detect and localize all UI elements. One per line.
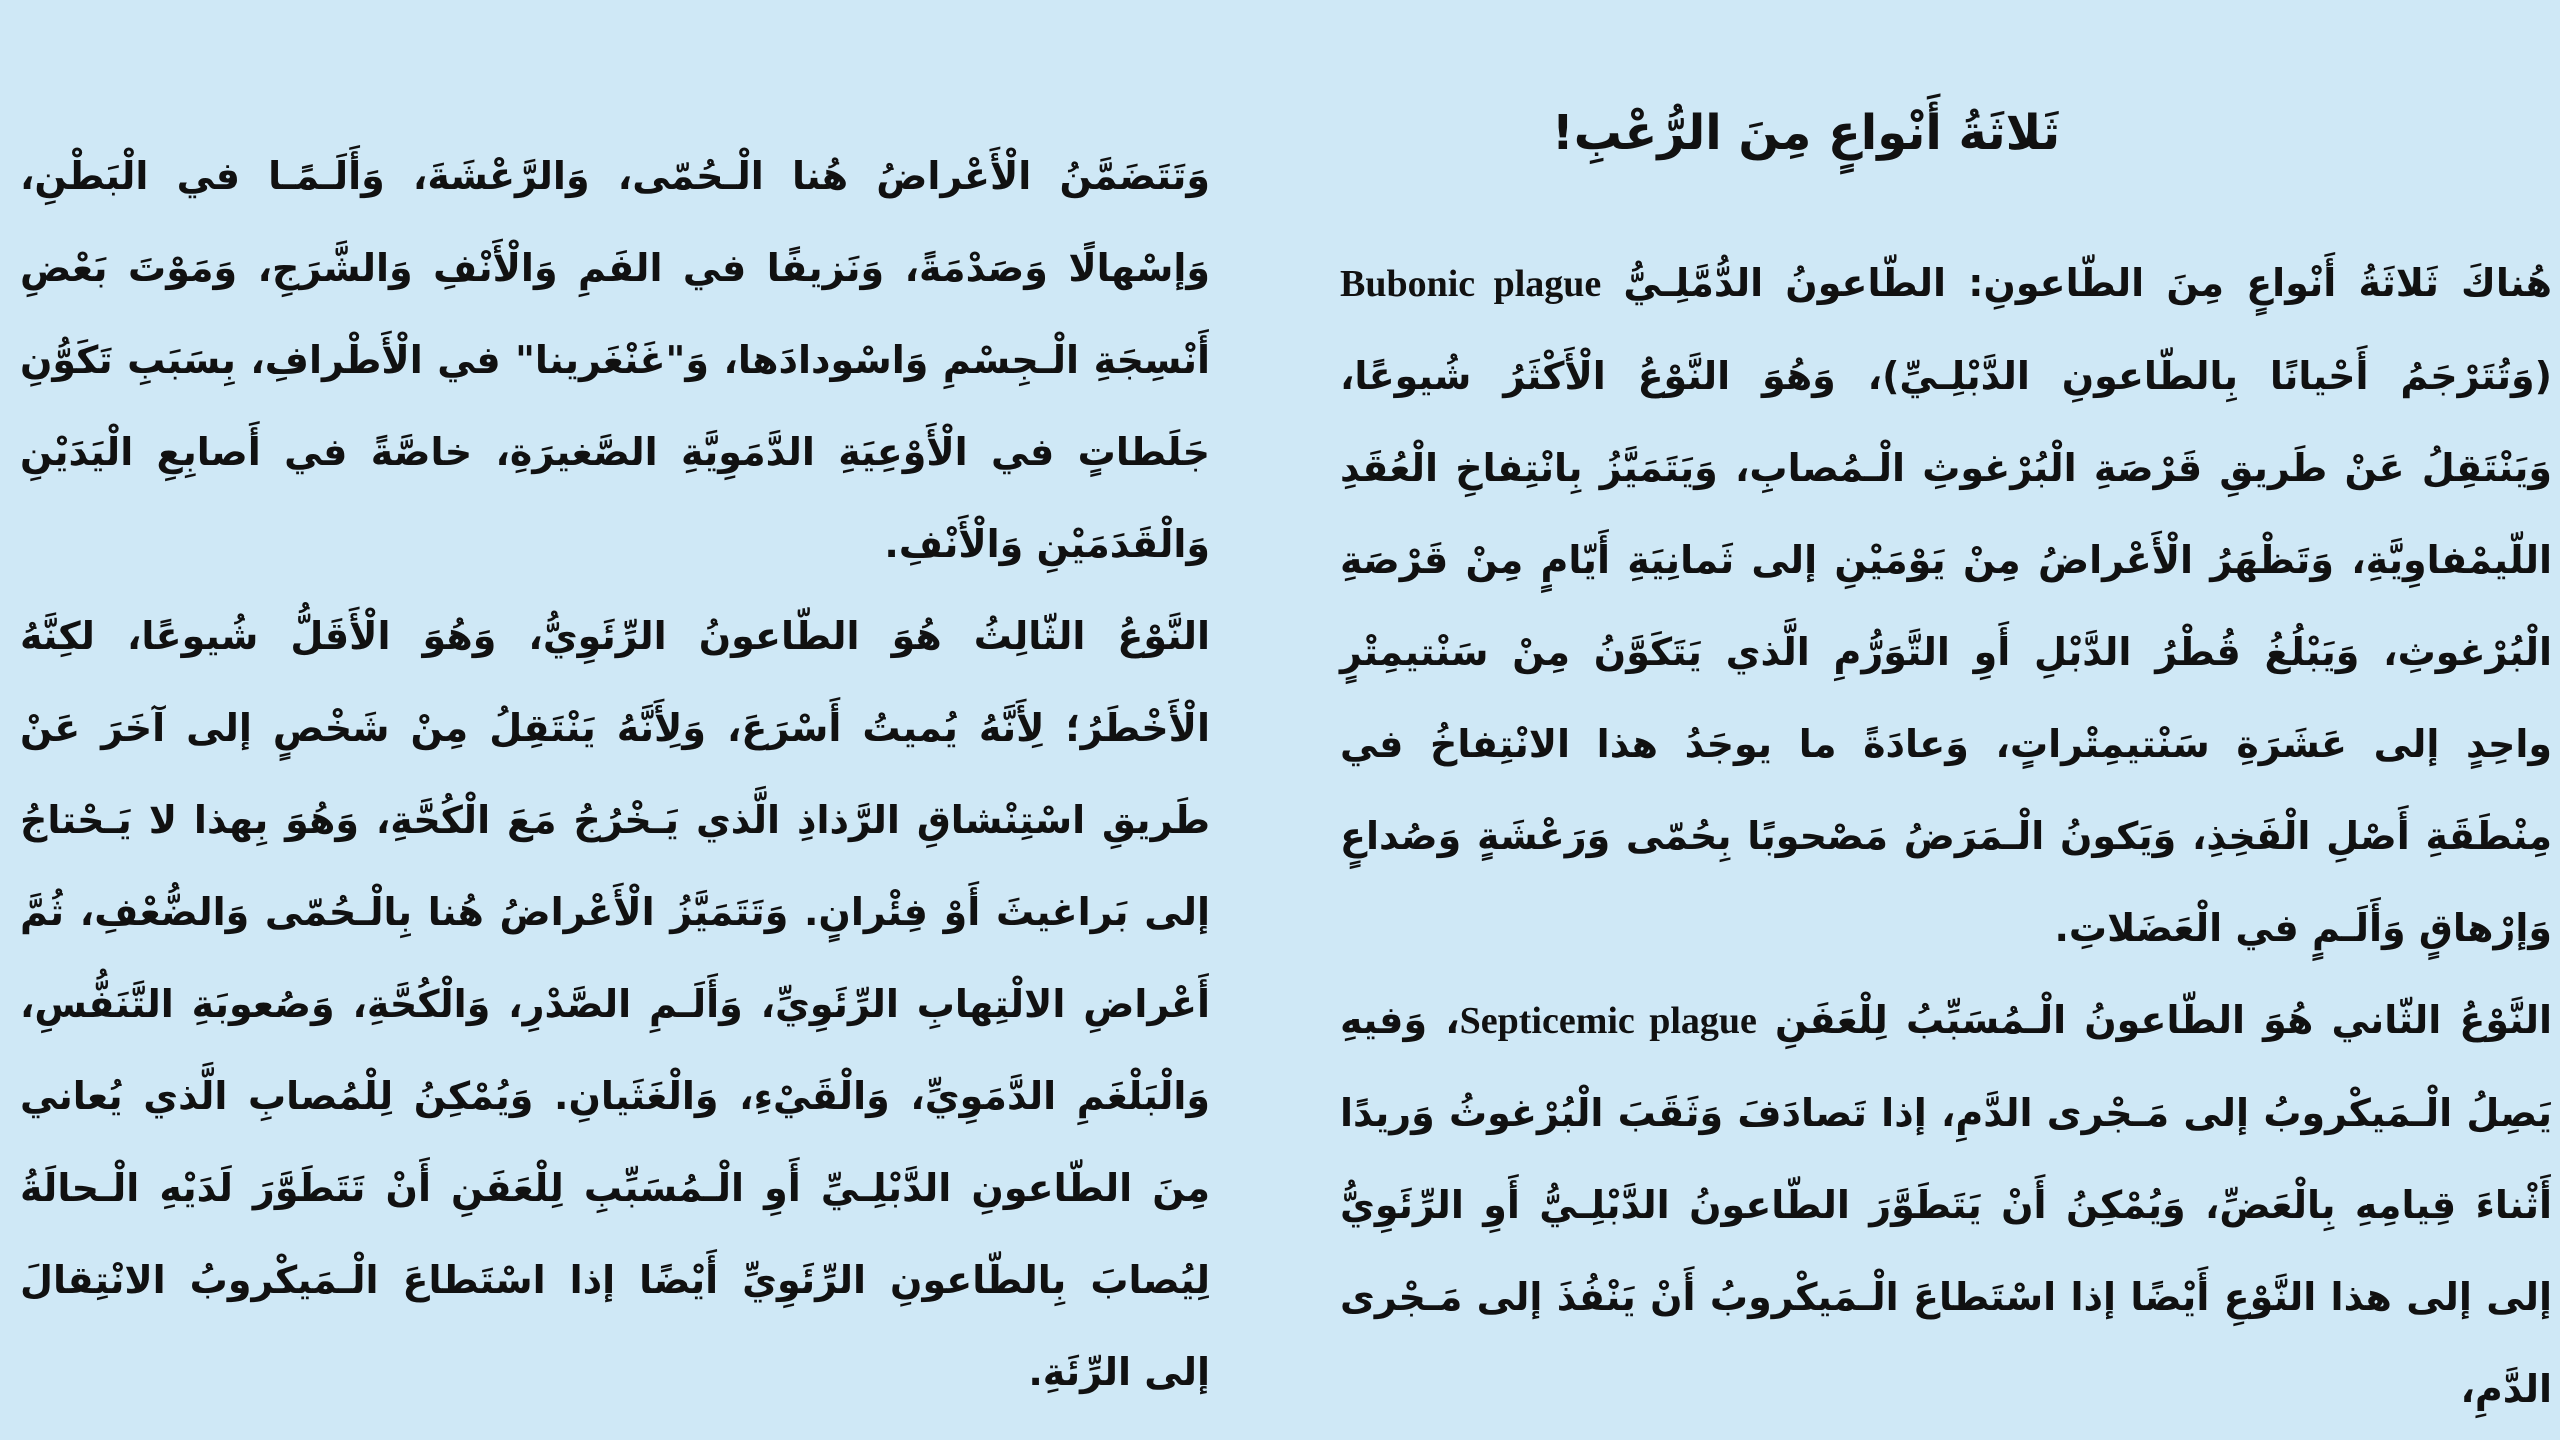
page-title: ثَلاثَةُ أَنْواعٍ مِنَ الرُّعْبِ! [1551, 105, 2061, 161]
left-column [20, 0, 1210, 1440]
paragraph-bubonic-text-start: هُناكَ ثَلاثَةُ أَنْواعٍ مِنَ الطّاعونِ: الطّاعونُ الدُّمَّلِـيُّ [1601, 261, 2552, 306]
paragraph-pneumonic: النَّوْعُ الثّالِثُ هُوَ الطّاعونُ الرِّئَوِيُّ، وَهُوَ الْأَقَلُّ شُيوعًا، لكِنَّهُ الْأَخْطَرُ؛ لِأَنَّهُ يُميتُ أَسْرَعَ، وَلِأَنَّهُ يَنْتَقِلُ مِنْ شَخْصٍ إلى آخَرَ عَنْ طَريقِ اسْتِنْشاقِ الرَّذاذِ الَّذي يَـخْرُجُ مَعَ الْكُحَّةِ، وَهُوَ بِهذا لا يَـحْتاجُ إلى بَراغيثَ أَوْ فِئْرانٍ. وَتَتَمَيَّزُ الْأَعْراضُ هُنا بِالْـحُمّى وَالضُّعْفِ، ثُمَّ أَعْراضِ الالْتِهابِ الرِّئَوِيِّ، وَأَلَـمِ الصَّدْرِ، وَالْكُحَّةِ، وَصُعوبَةِ التَّنَفُّسِ، وَالْبَلْغَمِ الدَّمَوِيِّ، وَالْقَيْءِ، وَالْغَثَيانِ. وَيُمْكِنُ لِلْمُصابِ الَّذي يُعاني مِنَ الطّاعونِ الدَّبْلِـيِّ أَوِ الْـمُسَبِّبِ لِلْعَفَنِ أَنْ تَتَطَوَّرَ لَدَيْهِ الْـحالَةُ لِيُصابَ بِالطّاعونِ الرِّئَوِيِّ أَيْضًا إذا اسْتَطاعَ الْـمَيكْروبُ الانْتِقالَ إلى الرِّئَةِ. [20, 614, 1210, 1394]
paragraph-septicemic-text-start: النَّوْعُ الثّاني هُوَ الطّاعونُ الْـمُسَبِّبُ لِلْعَفَنِ [1756, 998, 2552, 1043]
paragraph-septicemic-text-end: ، وَفيهِ يَصِلُ الْـمَيكْروبُ إلى مَـجْرى الدَّمِ، إذا تَصادَفَ وَثَقَبَ الْبُرْغوثُ وَريدًا أَثْناءَ قِيامِهِ بِالْعَضِّ، وَيُمْكِنُ أَنْ يَتَطَوَّرَ الطّاعونُ الدَّبْلِـيُّ أَوِ الرِّئَوِيُّ إلى إلى هذا النَّوْعِ أَيْضًا إذا اسْتَطاعَ الْـمَيكْروبُ أَنْ يَنْفُذَ إلى مَـجْرى الدَّمِ، [1340, 998, 2552, 1412]
paragraph-septicemic [1340, 974, 2552, 1435]
paragraph-bubonic-text-end: (وَتُتَرْجَمُ أَحْيانًا بِالطّاعونِ الدَّبْلِـيِّ)، وَهُوَ النَّوْعُ الْأَكْثَرُ شُيوعًا، وَيَنْتَقِلُ عَنْ طَريقِ قَرْصَةِ الْبُرْغوثِ الْـمُصابِ، وَيَتَمَيَّزُ بِانْتِفاخِ الْعُقَدِ اللّيمْفاوِيَّةِ، وَتَظْهَرُ الْأَعْراضُ مِنْ يَوْمَيْنِ إلى ثَمانِيَةِ أَيّامٍ مِنْ قَرْصَةِ الْبُرْغوثِ، وَيَبْلُغُ قُطْرُ الدَّبْلِ أَوِ التَّوَرُّمِ الَّذي يَتَكَوَّنُ مِنْ سَنْتيمِتْرٍ واحِدٍ إلى عَشَرَةِ سَنْتيمِتْراتٍ، وَعادَةً ما يوجَدُ هذا الانْتِفاخُ في مِنْطَقَةِ أَصْلِ الْفَخِذِ، وَيَكونُ الْـمَرَضُ مَصْحوبًا بِحُمّى وَرَعْشَةٍ وَصُداعٍ وَإرْهاقٍ وَأَلَـمٍ في الْعَضَلاتِ. [1340, 354, 2552, 951]
term-bubonic-plague: Bubonic plague [1340, 263, 1602, 306]
paragraph-bubonic [1340, 237, 2552, 974]
right-column [1340, 0, 2560, 1440]
paragraph-septicemic-symptoms: وَتَتَضَمَّنُ الْأَعْراضُ هُنا الْـحُمّى، وَالرَّعْشَةَ، وَأَلَـمًـا في الْبَطْنِ، وَإسْهالًا وَصَدْمَةً، وَنَزيفًا في الفَمِ وَالْأَنْفِ وَالشَّرَجِ، وَمَوْتَ بَعْضِ أَنْسِجَةِ الْـجِسْمِ وَاسْودادَها، وَ"غَنْغَرينا" في الْأَطْرافِ، بِسَبَبِ تَكَوُّنِ جَلَطاتٍ في الْأَوْعِيَةِ الدَّمَوِيَّةِ الصَّغيرَةِ، خاصَّةً في أَصابِعِ الْيَدَيْنِ وَالْقَدَمَيْنِ وَالْأَنْفِ. [20, 154, 1210, 566]
term-septicemic-plague: Septicemic plague [1459, 1000, 1757, 1043]
